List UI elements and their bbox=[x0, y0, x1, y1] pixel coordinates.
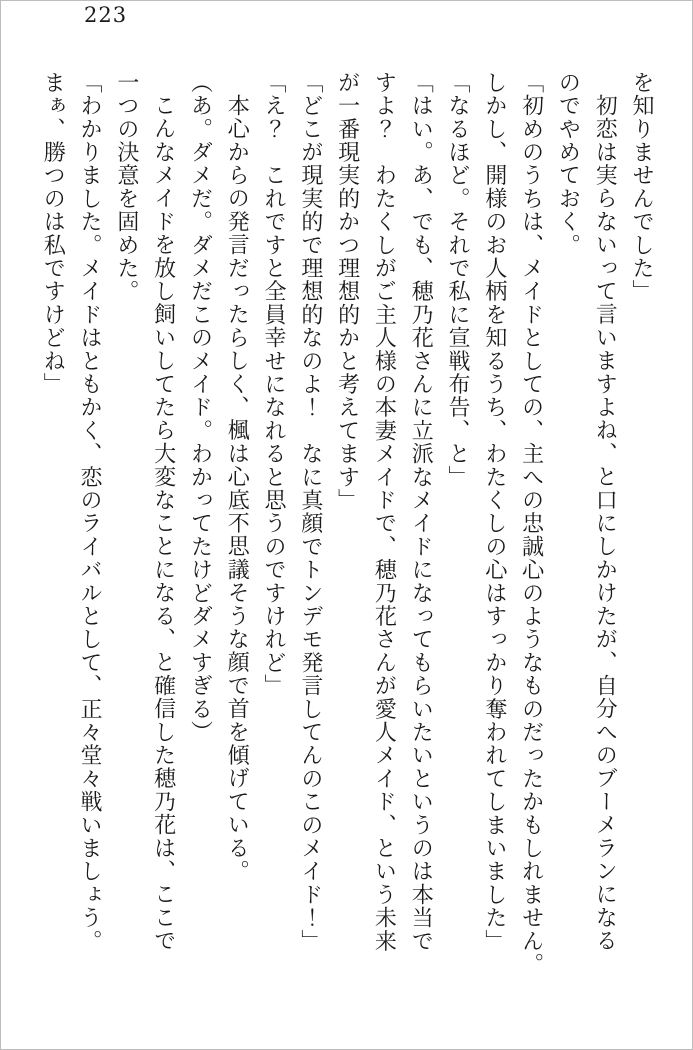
text-line: 「初めのうちは、メイドとしての、主への忠誠心のようなものだったかもしれません。 bbox=[518, 71, 544, 976]
text-line: 初恋は実らないって言いますよね、と口にしかけたが、自分へのブーメランになる bbox=[592, 94, 618, 953]
text-line: （あ。ダメだ。ダメだこのメイド。わかってたけどダメすぎる） bbox=[187, 71, 213, 744]
text-line: のでやめておく。 bbox=[555, 71, 581, 257]
text-line: 一つの決意を固めた。 bbox=[113, 71, 139, 303]
text-line: しかし、開様のお人柄を知るうち、わたくしの心はすっかり奪われてしまいました」 bbox=[481, 71, 507, 953]
text-line: を知りませんでした」 bbox=[629, 71, 654, 303]
text-line: こんなメイドを放し飼いしてたら大変なことになる、と確信した穂乃花は、ここで bbox=[150, 94, 176, 953]
text-line: すよ？ わたくしがご主人様の本妻メイドで、穂乃花さんが愛人メイド、という未来 bbox=[371, 71, 397, 953]
text-line: 「どこが現実的で理想的なのよ！ なに真顔でトンデモ発言してんのこのメイド！」 bbox=[297, 71, 323, 953]
text-line: 「え？ これですと全員幸せになれると思うのですけれど」 bbox=[261, 71, 287, 698]
text-line: 「わかりました。メイドはともかく、恋のライバルとして、正々堂々戦いましょう。 bbox=[77, 71, 103, 953]
text-line: まぁ、勝つのは私ですけどね」 bbox=[40, 71, 66, 396]
text-line: が一番現実的かつ理想的かと考えてます」 bbox=[334, 71, 360, 512]
text-block bbox=[33, 71, 659, 976]
text-line: 「はい。あ、でも、穂乃花さんに立派なメイドになってもらいたいというのは本当で bbox=[408, 71, 434, 953]
text-line: 「なるほど。それで私に宣戦布告、と」 bbox=[445, 71, 471, 489]
text-line: 本心からの発言だったらしく、楓は心底不思議そうな顔で首を傾げている。 bbox=[224, 94, 250, 883]
page-number: 223 bbox=[84, 3, 128, 27]
